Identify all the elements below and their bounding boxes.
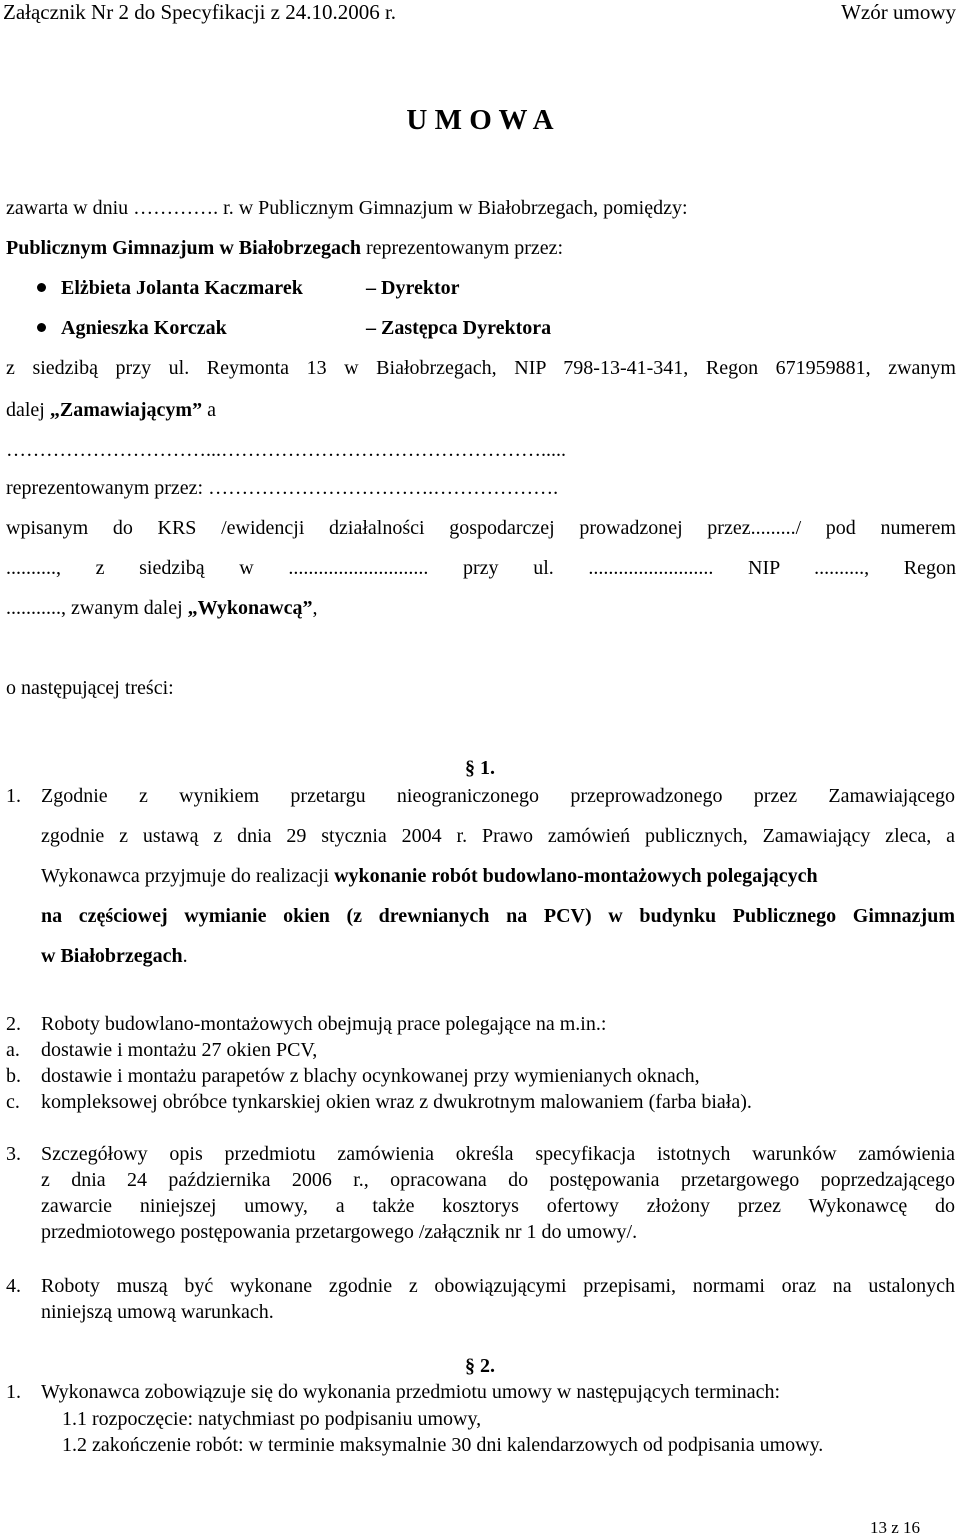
document-title: U M O W A [406, 104, 554, 136]
s1-p2-text: Roboty budowlano-montażowych obejmują prace polegające na m.in.: [41, 1013, 607, 1035]
s2-sub-item: 1.1 rozpoczęcie: natychmiast po podpisaniu umowy, [62, 1408, 482, 1430]
dalej-line [6, 400, 216, 420]
list-item: kompleksowej obróbce tynkarskiej okien wraz z dwukrotnym malowaniem (farba biała). [41, 1091, 752, 1113]
s1-p1-line2: zgodnie z ustawą z dnia 29 stycznia 2004 r. Prawo zamówień publicznych, Zamawiający zleca, a [41, 825, 955, 847]
s2-sub-item: 1.2 zakończenie robót: w terminie maksymalnie 30 dni kalendarzowych od podpisania umowy. [62, 1434, 824, 1456]
s1-p1-line3 [41, 866, 818, 886]
party-name: Publicznym Gimnazjum w Białobrzegach [6, 237, 361, 259]
rep-role-2: – Zastępca Dyrektora [366, 317, 552, 339]
bullet-icon [37, 283, 46, 292]
rep-name-1: Elżbieta Jolanta Kaczmarek [61, 277, 303, 299]
intro-line-1 [6, 198, 688, 218]
s1-p4-line: Roboty muszą być wykonane zgodnie z obowiązującymi przepisami, normami oraz na ustalonych [41, 1275, 955, 1297]
list-item: dostawie i montażu 27 okien PCV, [41, 1039, 318, 1061]
seat2-line: .........., z siedzibą w ............................ przy ul. ......................... NIP .........., Regon [6, 557, 956, 579]
header-right: Wzór umowy [841, 0, 956, 24]
s1-p1-num: 1. [6, 785, 21, 807]
s1-p1-line4: na częściowej wymianie okien (z drewnianych na PCV) w budynku Publicznego Gimnazjum [41, 905, 955, 927]
s1-p1-line5 [41, 946, 188, 966]
s1-p4-line: niniejszą umową warunkach. [41, 1301, 274, 1323]
intro-pre: zawarta w dniu [6, 197, 134, 219]
wykonawca-label: „Wykonawcą” [187, 597, 313, 619]
header-left: Załącznik Nr 2 do Specyfikacji z 24.10.2006 r. [3, 0, 397, 24]
rep-name-2: Agnieszka Korczak [61, 317, 227, 339]
s1-p3-line: zawarcie niniejszej umowy, a także kosztorys ofertowy złożony przez Wykonawcę do [41, 1195, 955, 1217]
s1-p2-num: 2. [6, 1013, 21, 1035]
dalej-post: a [202, 399, 216, 421]
zamawiajacy-label: „Zamawiającym” [49, 399, 203, 421]
s1-p1-line3-bold: wykonanie robót budowlano-montażowych polegających [334, 865, 818, 887]
wyk-pre: ..........., zwanym dalej [6, 597, 188, 619]
s1-p1-line5-bold: w Białobrzegach [41, 945, 183, 967]
krs-line: wpisanym do KRS /ewidencji działalności gospodarczej prowadzonej przez........./ pod numerem [6, 517, 956, 539]
wyk-post: , [312, 597, 318, 619]
list-item-letter: b. [6, 1065, 21, 1087]
seat-line: z siedzibą przy ul. Reymonta 13 w Białobrzegach, NIP 798-13-41-341, Regon 671959881, zwanym [6, 357, 956, 379]
rep-role-1: – Dyrektor [366, 277, 460, 299]
contractor-placeholder: …………………………...…………………………………………..... [6, 440, 566, 460]
intro-date-placeholder: …………. [133, 197, 219, 219]
page-number: 13 z 16 [869, 1518, 920, 1537]
bullet-icon [37, 323, 46, 332]
s1-p4-num: 4. [6, 1275, 21, 1297]
s1-p3-num: 3. [6, 1143, 21, 1165]
s2-p1-text: Wykonawca zobowiązuje się do wykonania przedmiotu umowy w następujących terminach: [41, 1381, 781, 1403]
dalej-pre: dalej [6, 399, 50, 421]
tresc-line: o następującej treści: [6, 677, 174, 699]
rep2-pre: reprezentowanym przez: [6, 477, 209, 499]
s1-p1-line5-post: . [182, 945, 188, 967]
intro-line-2 [6, 238, 563, 258]
s2-p1-num: 1. [6, 1381, 21, 1403]
rep2-line [6, 478, 558, 498]
s1-p3-line: przedmiotowego postępowania przetargowego /załącznik nr 1 do umowy/. [41, 1221, 638, 1243]
s1-p3-line: Szczegółowy opis przedmiotu zamówienia określa specyfikacja istotnych warunków zamówienia [41, 1143, 955, 1165]
section-1-heading: § 1. [465, 757, 495, 779]
list-item-letter: c. [6, 1091, 20, 1113]
section-2-heading: § 2. [465, 1355, 495, 1377]
s1-p1-line3-pre: Wykonawca przyjmuje do realizacji [41, 865, 335, 887]
list-item: dostawie i montażu parapetów z blachy ocynkowanej przy wymienianych oknach, [41, 1065, 700, 1087]
party-rest: reprezentowanym przez: [360, 237, 564, 259]
s1-p3-line: z dnia 24 października 2006 r., opracowana do postępowania przetargowego poprzedzającego [41, 1169, 955, 1191]
list-item-letter: a. [6, 1039, 20, 1061]
s1-p1-line1: Zgodnie z wynikiem przetargu nieograniczonego przeprowadzonego przez Zamawiającego [41, 785, 955, 807]
rep2-dots: …………………………….………………. [208, 477, 559, 499]
wykonawca-line [6, 598, 317, 618]
intro-post: r. w Publicznym Gimnazjum w Białobrzegach, pomiędzy: [218, 197, 688, 219]
